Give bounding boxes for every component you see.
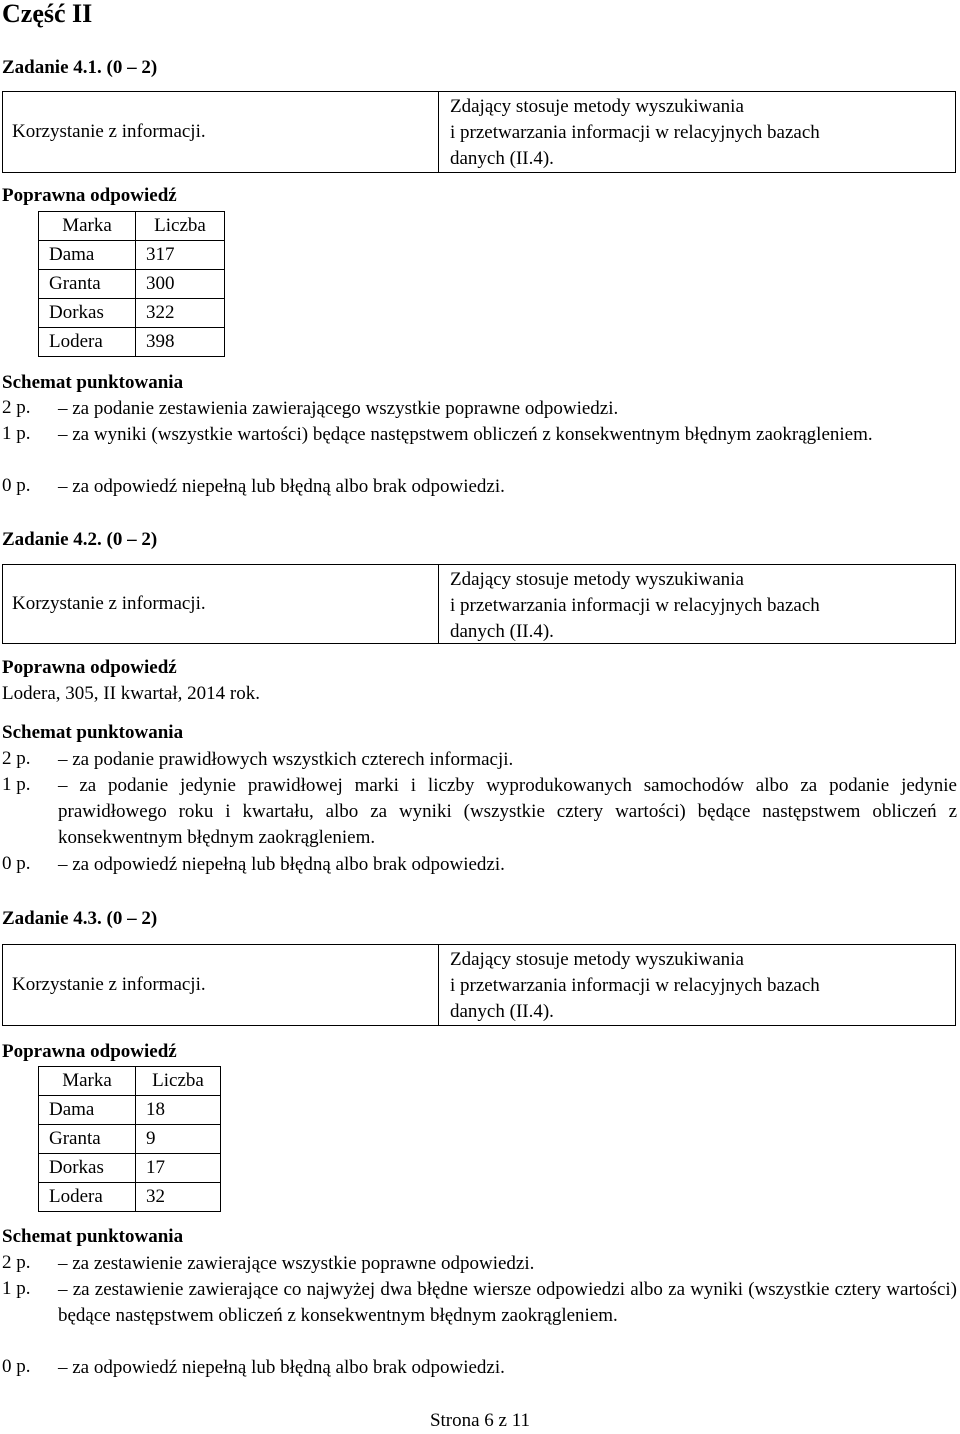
cell-brand: Dorkas [39, 1154, 136, 1183]
cell-count: 32 [136, 1183, 221, 1212]
task-4-2-score-0 [2, 852, 957, 878]
score-text: – za podanie zestawienia zawierającego wszystkie poprawne odpowiedzi. [58, 398, 619, 419]
requirement-line: Zdający stosuje metody wyszukiwania [450, 949, 744, 970]
score-points: 0 p. [2, 1356, 31, 1377]
task-4-3-answer-label: Poprawna odpowiedź [2, 1041, 177, 1062]
table-row [39, 1154, 221, 1183]
task-4-2-requirements-box [2, 564, 956, 644]
task-4-2-score-1 [2, 773, 957, 851]
cell-brand: Granta [39, 270, 136, 299]
score-points: 0 p. [2, 475, 31, 496]
cell-count: 9 [136, 1125, 221, 1154]
page-number: Strona 6 z 11 [429, 1410, 531, 1431]
task-4-2-answer: Lodera, 305, II kwartał, 2014 rok. [2, 683, 261, 704]
score-points: 1 p. [2, 423, 31, 444]
table-row [39, 1096, 221, 1125]
requirement-line: danych (II.4). [450, 1001, 554, 1022]
score-points: 1 p. [2, 774, 31, 795]
task-4-2-scoring-label: Schemat punktowania [2, 722, 184, 743]
task-4-3-requirements-box [2, 944, 956, 1026]
score-text: – za podanie jedynie prawidłowej marki i liczby wyprodukowanych samochodów albo za podanie jedynie prawidłowego roku i kwartału, albo za wyniki (wszystkie cztery wartości) będące następstwem obliczeń z konsekwentnym błędnym zaokrągleniem. [58, 775, 957, 848]
task-4-3-scoring-label: Schemat punktowania [2, 1226, 184, 1247]
task-4-1-heading: Zadanie 4.1. (0 – 2) [2, 57, 158, 78]
task-4-3-score-0 [2, 1355, 957, 1381]
task-4-2-heading: Zadanie 4.2. (0 – 2) [2, 529, 158, 550]
table-row [39, 241, 225, 270]
cell-count: 322 [136, 299, 225, 328]
score-points: 2 p. [2, 397, 31, 418]
col-header-brand: Marka [39, 1067, 136, 1096]
score-points: 0 p. [2, 853, 31, 874]
requirement-line: Zdający stosuje metody wyszukiwania [450, 569, 744, 590]
task-4-2-skill: Korzystanie z informacji. [3, 565, 439, 643]
cell-count: 398 [136, 328, 225, 357]
task-4-1-score-0 [2, 474, 957, 500]
task-4-1-score-1 [2, 422, 957, 448]
table-row [39, 270, 225, 299]
score-text: – za podanie prawidłowych wszystkich czterech informacji. [58, 749, 514, 770]
col-header-count: Liczba [136, 212, 225, 241]
score-text: – za zestawienie zawierające co najwyżej dwa błędne wiersze odpowiedzi albo za wyniki (wszystkie cztery wartości) będące następstwem obliczeń z konsekwentnym błędnym zaokrągleniem. [58, 1279, 957, 1326]
task-4-1-answer-table [38, 211, 225, 357]
requirement-line: danych (II.4). [450, 148, 554, 169]
score-text: – za odpowiedź niepełną lub błędną albo brak odpowiedzi. [58, 476, 505, 497]
table-row [39, 299, 225, 328]
task-4-1-requirement [440, 92, 955, 172]
table-row [39, 1183, 221, 1212]
task-4-3-heading: Zadanie 4.3. (0 – 2) [2, 908, 158, 929]
score-text: – za odpowiedź niepełną lub błędną albo brak odpowiedzi. [58, 1357, 505, 1378]
table-header-row [39, 212, 225, 241]
cell-count: 300 [136, 270, 225, 299]
col-header-brand: Marka [39, 212, 136, 241]
task-4-3-score-1 [2, 1277, 957, 1329]
cell-count: 317 [136, 241, 225, 270]
task-4-3-requirement [440, 945, 955, 1025]
requirement-line: i przetwarzania informacji w relacyjnych bazach [450, 975, 820, 996]
requirement-line: Zdający stosuje metody wyszukiwania [450, 96, 744, 117]
cell-count: 17 [136, 1154, 221, 1183]
task-4-2-score-2 [2, 747, 957, 773]
requirement-line: i przetwarzania informacji w relacyjnych bazach [450, 595, 820, 616]
requirement-line: i przetwarzania informacji w relacyjnych bazach [450, 122, 820, 143]
part-title: Część II [2, 0, 93, 28]
cell-brand: Dama [39, 241, 136, 270]
table-row [39, 328, 225, 357]
task-4-1-requirements-box [2, 91, 956, 173]
score-points: 1 p. [2, 1278, 31, 1299]
cell-brand: Dorkas [39, 299, 136, 328]
cell-brand: Dama [39, 1096, 136, 1125]
task-4-3-answer-table [38, 1066, 221, 1212]
score-text: – za zestawienie zawierające wszystkie poprawne odpowiedzi. [58, 1253, 535, 1274]
score-text: – za wyniki (wszystkie wartości) będące następstwem obliczeń z konsekwentnym błędnym zaokrągleniem. [58, 424, 873, 445]
task-4-1-score-2 [2, 396, 957, 422]
cell-count: 18 [136, 1096, 221, 1125]
cell-brand: Lodera [39, 328, 136, 357]
task-4-1-skill: Korzystanie z informacji. [3, 92, 439, 172]
task-4-1-scoring-label: Schemat punktowania [2, 372, 184, 393]
task-4-2-requirement [440, 565, 955, 643]
table-row [39, 1125, 221, 1154]
score-points: 2 p. [2, 748, 31, 769]
score-points: 2 p. [2, 1252, 31, 1273]
table-header-row [39, 1067, 221, 1096]
col-header-count: Liczba [136, 1067, 221, 1096]
cell-brand: Lodera [39, 1183, 136, 1212]
task-4-1-answer-label: Poprawna odpowiedź [2, 185, 177, 206]
task-4-2-answer-label: Poprawna odpowiedź [2, 657, 177, 678]
score-text: – za odpowiedź niepełną lub błędną albo brak odpowiedzi. [58, 854, 505, 875]
requirement-line: danych (II.4). [450, 621, 554, 642]
task-4-3-score-2 [2, 1251, 957, 1277]
task-4-3-skill: Korzystanie z informacji. [3, 945, 439, 1025]
cell-brand: Granta [39, 1125, 136, 1154]
